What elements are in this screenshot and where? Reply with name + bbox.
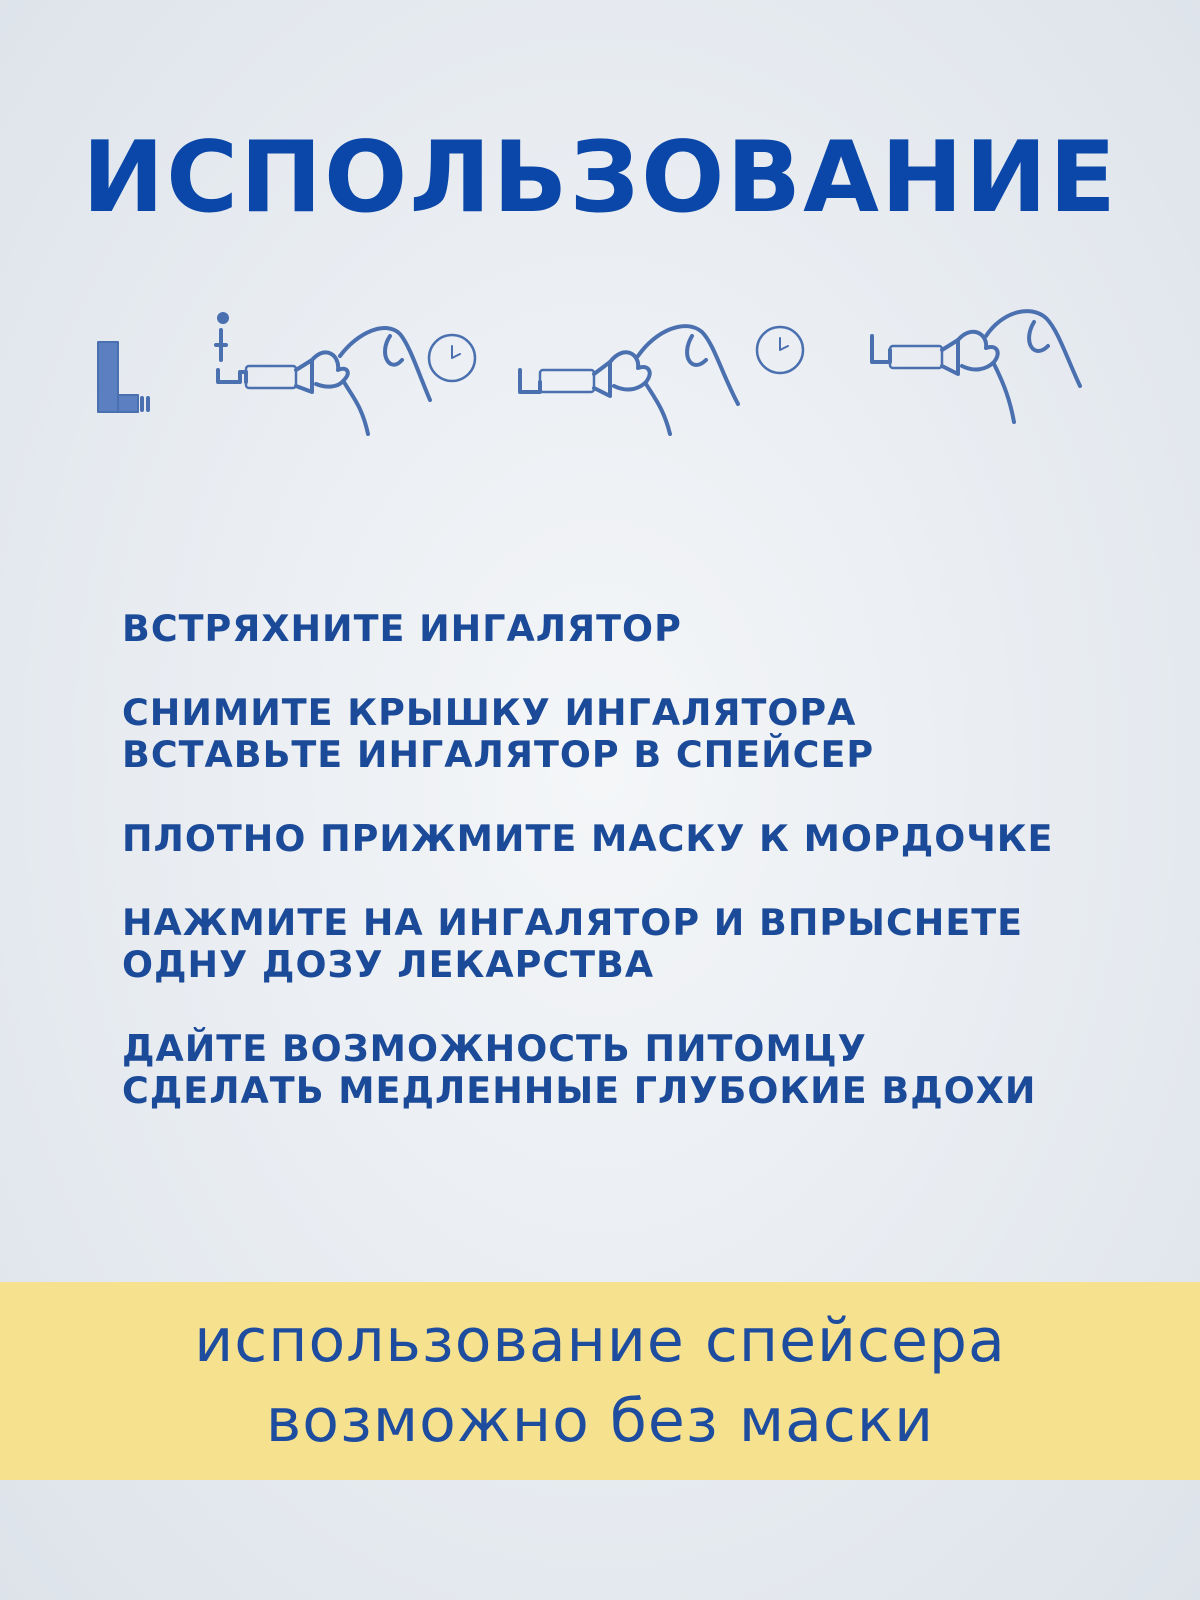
step-line: СДЕЛАТЬ МЕДЛЕННЫЕ ГЛУБОКИЕ ВДОХИ [122, 1069, 1037, 1112]
step-line: ОДНУ ДОЗУ ЛЕКАРСТВА [122, 943, 655, 986]
spacer-dog-icon [216, 312, 430, 434]
spacer-dog-icon [872, 311, 1080, 422]
inhaler-icon [98, 342, 148, 412]
usage-illustration [90, 300, 1120, 450]
note-line-2: возможно без маски [265, 1386, 935, 1456]
step-breathe [122, 1028, 1122, 1112]
step-spray-dose [122, 902, 1122, 986]
instruction-steps [122, 608, 1122, 1154]
note-line-1: использование спейсера [194, 1306, 1006, 1376]
step-insert-inhaler [122, 692, 1122, 776]
step-line: ПЛОТНО ПРИЖМИТЕ МАСКУ К МОРДОЧКЕ [122, 817, 1054, 860]
note-banner [0, 1282, 1200, 1480]
step-shake [122, 608, 1122, 650]
spacer-dog-icon [520, 326, 738, 434]
clock-icon [429, 335, 475, 381]
page-title: ИСПОЛЬЗОВАНИЕ [82, 121, 1118, 235]
step-line: ДАЙТЕ ВОЗМОЖНОСТЬ ПИТОМЦУ [122, 1027, 867, 1070]
step-line: СНИМИТЕ КРЫШКУ ИНГАЛЯТОРА [122, 691, 857, 734]
step-line: ВСТРЯХНИТЕ ИНГАЛЯТОР [122, 607, 682, 650]
step-press-mask [122, 818, 1122, 860]
step-line: НАЖМИТЕ НА ИНГАЛЯТОР И ВПРЫСНЕТЕ [122, 901, 1024, 944]
step-line: ВСТАВЬТЕ ИНГАЛЯТОР В СПЕЙСЕР [122, 733, 875, 776]
clock-icon [757, 327, 803, 373]
